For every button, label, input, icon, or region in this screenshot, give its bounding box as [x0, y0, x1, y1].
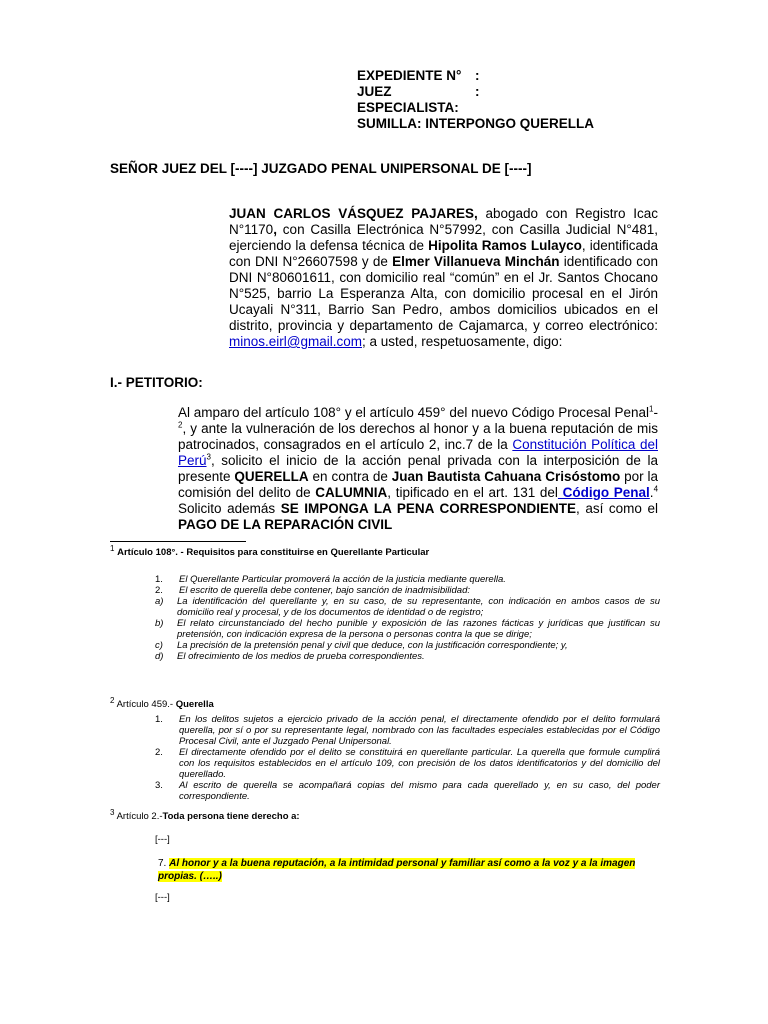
- footnote-3-ellipsis-2: [---]: [155, 892, 170, 903]
- intro-comma: ,: [273, 222, 277, 237]
- pet-text-7: Solicito además: [178, 501, 281, 516]
- footnote-3-item-num: 7.: [158, 858, 167, 869]
- footnote-2-article: Artículo 459.-: [116, 699, 176, 710]
- footnote-separator: [110, 541, 246, 542]
- footnote-ref-2[interactable]: 2: [178, 420, 183, 430]
- fn2-item-text: En los delitos sujetos a ejercicio privado de la acción penal, el directamente ofendido por el delito formulará querella, por sí o por su representante legal, nombrado con las facultades especiales establecidas por el Código Procesal Civil, ante el Juzgado Penal Unipersonal.: [179, 714, 660, 747]
- intro-text-1: abogado con Registro Icac N°1170: [229, 206, 658, 237]
- footnote-ref-3[interactable]: 3: [206, 452, 211, 462]
- client-2: Elmer Villanueva Minchán: [392, 254, 560, 269]
- fn1-sub: [155, 651, 660, 662]
- footnote-2-heading: Querella: [175, 699, 214, 710]
- pet-text-6: , tipificado en el art. 131 del: [387, 485, 558, 500]
- footnote-2-num: 2: [110, 695, 115, 705]
- pet-pena: SE IMPONGA LA PENA CORRESPONDIENTE: [280, 501, 576, 516]
- email-link[interactable]: minos.eirl@gmail.com: [229, 334, 362, 349]
- pet-dash: -: [653, 405, 658, 420]
- fn1-item: [155, 574, 660, 585]
- footnote-3-title: [110, 807, 300, 822]
- case-header: [357, 68, 594, 132]
- fn2-item: [155, 780, 660, 802]
- fn2-item: [155, 747, 660, 780]
- client-1: Hipolita Ramos Lulayco: [428, 238, 582, 253]
- pet-text-4: en contra de: [308, 469, 392, 484]
- fn1-item-num: 1.: [155, 574, 163, 585]
- pet-reparacion: PAGO DE LA REPARACIÓN CIVIL: [178, 517, 393, 532]
- intro-text-3: , identificada con DNI N°26607598 y de: [229, 238, 659, 269]
- intro-paragraph: [229, 206, 658, 350]
- fn1-item-text: El escrito de querella debe contener, bajo sanción de inadmisibilidad:: [179, 585, 470, 596]
- footnote-2-title: [110, 695, 214, 710]
- petitorio-title: I.- PETITORIO:: [110, 375, 203, 390]
- pet-text-8: , así como el: [576, 501, 658, 516]
- sumilla: SUMILLA: INTERPONGO QUERELLA: [357, 116, 594, 131]
- fn1-sub: [155, 596, 660, 618]
- constitucion-link[interactable]: Constitución Política del Perú: [178, 437, 658, 468]
- fn1-sub: [155, 640, 660, 651]
- footnote-3-ellipsis-1: [---]: [155, 834, 170, 845]
- pet-text-2: , y ante la vulneración de los derechos al honor y a la buena reputación de mis patrocinados, consagrados en el artículo 2, inc.7 de la: [178, 421, 658, 452]
- addressee: SEÑOR JUEZ DEL [----] JUZGADO PENAL UNIPERSONAL DE [----]: [110, 161, 532, 176]
- fn1-sub-letter: b): [155, 618, 164, 629]
- fn2-item-num: 1.: [155, 714, 163, 725]
- footnote-1-num: 1: [110, 543, 115, 553]
- pet-calumnia: CALUMNIA: [315, 485, 388, 500]
- footnote-3-heading: Toda persona tiene derecho a:: [162, 811, 300, 822]
- fn2-item-num: 2.: [155, 747, 163, 758]
- pet-defendant: Juan Bautista Cahuana Crisóstomo: [391, 469, 621, 484]
- footnote-3-highlighted-text: Al honor y a la buena reputación, a la intimidad personal y familiar así como a la voz y a la imagen propias. (…..): [158, 858, 636, 882]
- pet-period: .: [649, 485, 654, 500]
- fn1-sub-text: El ofrecimiento de los medios de prueba correspondientes.: [177, 651, 425, 662]
- expediente-sep: :: [475, 68, 480, 83]
- especialista-label: ESPECIALISTA:: [357, 100, 459, 115]
- fn1-sub-letter: a): [155, 596, 164, 607]
- fn1-item-text: El Querellante Particular promoverá la acción de la justicia mediante querella.: [179, 574, 506, 585]
- fn2-item-text: Al escrito de querella se acompañará copias del mismo para cada querellado y, en su caso, del poder correspondiente.: [179, 780, 660, 802]
- footnote-ref-1[interactable]: 1: [649, 404, 654, 414]
- pet-text-5: por la comisión del delito de: [178, 469, 658, 500]
- pet-querella: QUERELLA: [234, 469, 309, 484]
- juez-sep: :: [475, 84, 480, 99]
- petitorio-paragraph: [178, 405, 658, 533]
- juez-label: JUEZ: [357, 84, 392, 99]
- fn1-sub: [155, 618, 660, 640]
- fn1-sub-text: El relato circunstanciado del hecho punible y exposición de las razones fácticas y jurídicas que justifican su pretensión, con indicación expresa de la persona o personas contra la que se dirige;: [177, 618, 660, 640]
- codigo-penal-link[interactable]: Código Penal: [557, 485, 650, 500]
- pet-text-1: Al amparo del artículo 108° y el artículo 459° del nuevo Código Procesal Penal: [178, 405, 650, 420]
- pet-text-3: , solicito el inicio de la acción penal privada con la interposición de la presente: [178, 453, 658, 484]
- footnote-1-title: [110, 543, 430, 558]
- expediente-label: EXPEDIENTE N°: [357, 68, 462, 83]
- attorney-name: JUAN CARLOS VÁSQUEZ PAJARES,: [229, 206, 478, 221]
- fn1-sub-letter: c): [155, 640, 163, 651]
- footnote-3-num: 3: [110, 807, 115, 817]
- footnote-ref-4[interactable]: 4: [653, 484, 659, 494]
- fn1-item: [155, 585, 660, 596]
- fn1-sub-text: La precisión de la pretensión penal y civil que deduce, con la justificación correspondiente; y,: [177, 640, 568, 651]
- intro-text-2: con Casilla Electrónica N°57992, con Casilla Judicial N°481, ejerciendo la defensa técnica de: [229, 222, 658, 253]
- fn1-sub-letter: d): [155, 651, 164, 662]
- fn2-item: [155, 714, 660, 747]
- intro-text-4: identificado con DNI N°80601611, con domicilio real “común” en el Jr. Santos Chocano N°525, barrio La Esperanza Alta, con domicilio procesal en el Jirón Ucayali N°311, Barrio San Pedro, ambos domicilios ubicados en el distrito, provincia y departamento de Cajamarca, y correo electrónico:: [229, 254, 658, 333]
- fn2-item-text: El directamente ofendido por el delito se constituirá en querellante particular. La querella que formule cumplirá con los requisitos establecidos en el artículo 109, con precisión de los datos identificatorios y del domicilio del querellado.: [179, 747, 660, 780]
- footnote-1-heading: Artículo 108°. - Requisitos para constituirse en Querellante Particular: [117, 547, 430, 558]
- footnote-1-list: [155, 574, 660, 662]
- fn2-item-num: 3.: [155, 780, 163, 791]
- footnote-3-item: [158, 857, 648, 883]
- fn1-item-num: 2.: [155, 585, 163, 596]
- footnote-3-article: Artículo 2.-: [116, 811, 163, 822]
- intro-text-5: ; a usted, respetuosamente, digo:: [361, 334, 563, 349]
- fn1-sub-text: La identificación del querellante y, en su caso, de su representante, con indicación en ambos casos de su domicilio real y procesal, y de los documentos de identidad o de registro;: [177, 596, 660, 618]
- footnote-2-list: [155, 714, 660, 802]
